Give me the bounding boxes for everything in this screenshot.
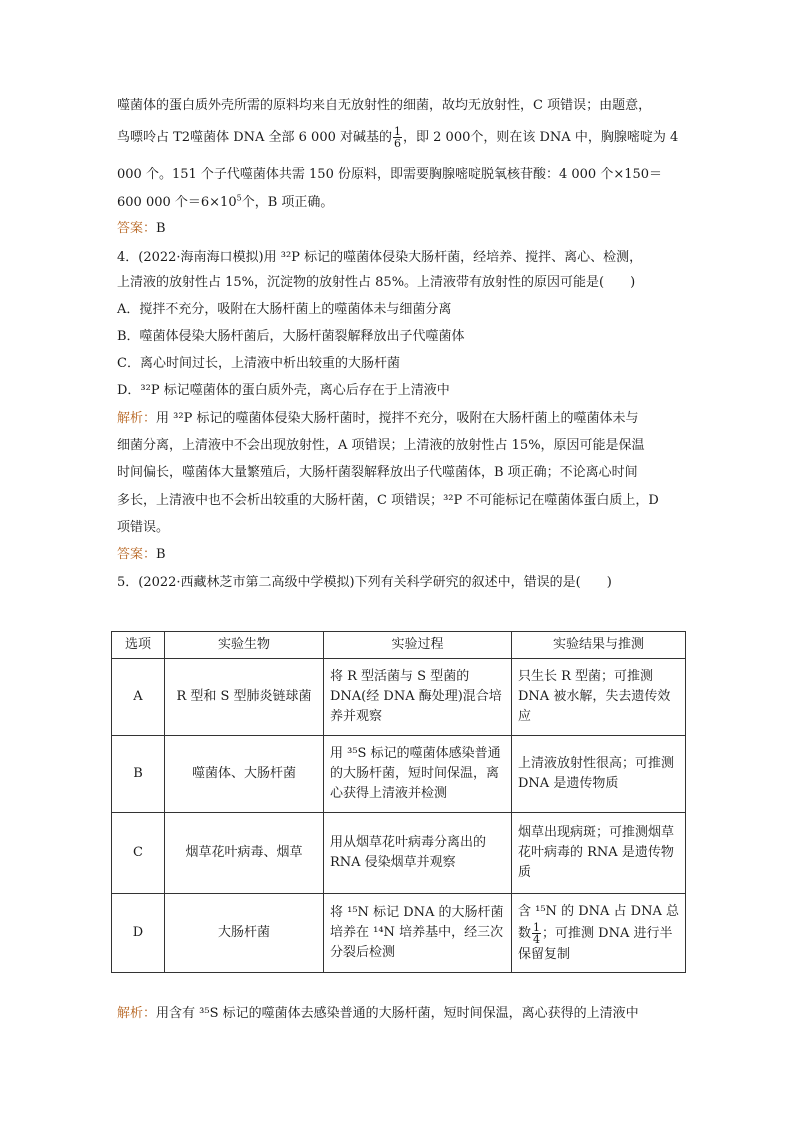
question-stem: 4．(2022·海南海口模拟)用 ³²P 标记的噬菌体侵染大肠杆菌，经培养、搅拌、离心、检测， [117,250,643,265]
paragraph-line: 鸟嘌呤占 T2噬菌体 DNA 全部 6 000 对碱基的 $\frac{1}{6}$ ，即 2 000个，则在该 DNA 中，胸腺嘧啶为 4 [117,125,679,150]
paragraph-line: 600 000 个$=6\times 10^5$个，B 项正确。 [117,193,334,210]
cell-result: 上清液放射性很高；可推测 DNA 是遗传物质 [512,736,686,813]
cell-procedure: 将 R 型活菌与 S 型菌的 DNA(经 DNA 酶处理)混合培养并观察 [324,659,512,736]
fraction: $\frac{1}{6}$ [394,125,402,150]
cell-procedure: 用 ³⁵S 标记的噬菌体感染普通的大肠杆菌，短时间保温，离心获得上清液并检测 [324,736,512,813]
paragraph-line: 噬菌体的蛋白质外壳所需的原料均来自无放射性的细菌，故均无放射性，C 项错误；由题意， [117,98,652,113]
table-row [112,659,686,736]
header-procedure: 实验过程 [324,632,512,659]
cell-result: 只生长 R 型菌；可推测 DNA 被水解，失去遗传效应 [512,659,686,736]
analysis-line: 项错误。 [117,520,170,535]
cell-option: C [112,813,165,894]
option-a: A．搅拌不充分，吸附在大肠杆菌上的噬菌体未与细菌分离 [117,302,452,317]
answer-value: B [156,547,166,562]
analysis-line: 多长，上清液中也不会析出较重的大肠杆菌，C 项错误；³²P 不可能标记在噬菌体蛋白质上，D [117,493,659,508]
option-b: B．噬菌体侵染大肠杆菌后，大肠杆菌裂解释放出子代噬菌体 [117,329,465,344]
question-stem: 5．(2022·西藏林芝市第二高级中学模拟)下列有关科学研究的叙述中，错误的是( ) [117,575,612,590]
cell-procedure: 将 ¹⁵N 标记 DNA 的大肠杆菌培养在 ¹⁴N 培养基中，经三次分裂后检测 [324,894,512,973]
cell-option: A [112,659,165,736]
answer-label: 答案： [117,221,157,236]
cell-option: B [112,736,165,813]
analysis-label: 解析： [117,1006,157,1021]
cell-result: 烟草出现病斑；可推测烟草花叶病毒的 RNA 是遗传物质 [512,813,686,894]
fraction: $\frac{1}{4}$ [533,920,541,946]
header-result: 实验结果与推测 [512,632,686,659]
cell-organism: 噬菌体、大肠杆菌 [165,736,324,813]
cell-organism: 大肠杆菌 [165,894,324,973]
question-stem: 上清液的放射性占 15%，沉淀物的放射性占 85%。上清液带有放射性的原因可能是( ) [117,275,636,290]
analysis-label: 解析： [117,411,157,426]
table-header-row [112,632,686,659]
header-organism: 实验生物 [165,632,324,659]
analysis-line: 时间偏长，噬菌体大量繁殖后，大肠杆菌裂解释放出子代噬菌体，B 项正确；不论离心时间 [117,465,638,480]
paragraph-line: 000 个。151 个子代噬菌体共需 150 份原料，即需要胸腺嘧啶脱氧核苷酸：4 000 个×150＝ [117,167,663,182]
analysis-line: 细菌分离，上清液中不会出现放射性，A 项错误；上清液的放射性占 15%，原因可能是保温 [117,438,645,453]
header-option: 选项 [112,632,165,659]
cell-organism: R 型和 S 型肺炎链球菌 [165,659,324,736]
table-row [112,813,686,894]
option-c: C．离心时间过长，上清液中析出较重的大肠杆菌 [117,356,400,371]
answer-value: B [156,221,166,236]
table-row [112,736,686,813]
cell-option: D [112,894,165,973]
cell-procedure: 用从烟草花叶病毒分离出的 RNA 侵染烟草并观察 [324,813,512,894]
experiment-table [111,631,686,973]
answer-line [117,219,166,239]
answer-label: 答案： [117,547,157,562]
table-row [112,894,686,973]
option-d: D．³²P 标记噬菌体的蛋白质外壳，离心后存在于上清液中 [117,383,450,398]
analysis-line: 解析：用 ³²P 标记的噬菌体侵染大肠杆菌时，搅拌不充分，吸附在大肠杆菌上的噬菌体未与 [117,411,639,426]
cell-result: 含 ¹⁵N 的 DNA 占 DNA 总数 $\frac{1}{4}$ ；可推测 DNA 进行半保留复制 [512,894,686,973]
cell-organism: 烟草花叶病毒、烟草 [165,813,324,894]
answer-line [117,545,166,565]
analysis-line: 解析：用含有 ³⁵S 标记的噬菌体去感染普通的大肠杆菌，短时间保温，离心获得的上清液中 [117,1006,639,1021]
